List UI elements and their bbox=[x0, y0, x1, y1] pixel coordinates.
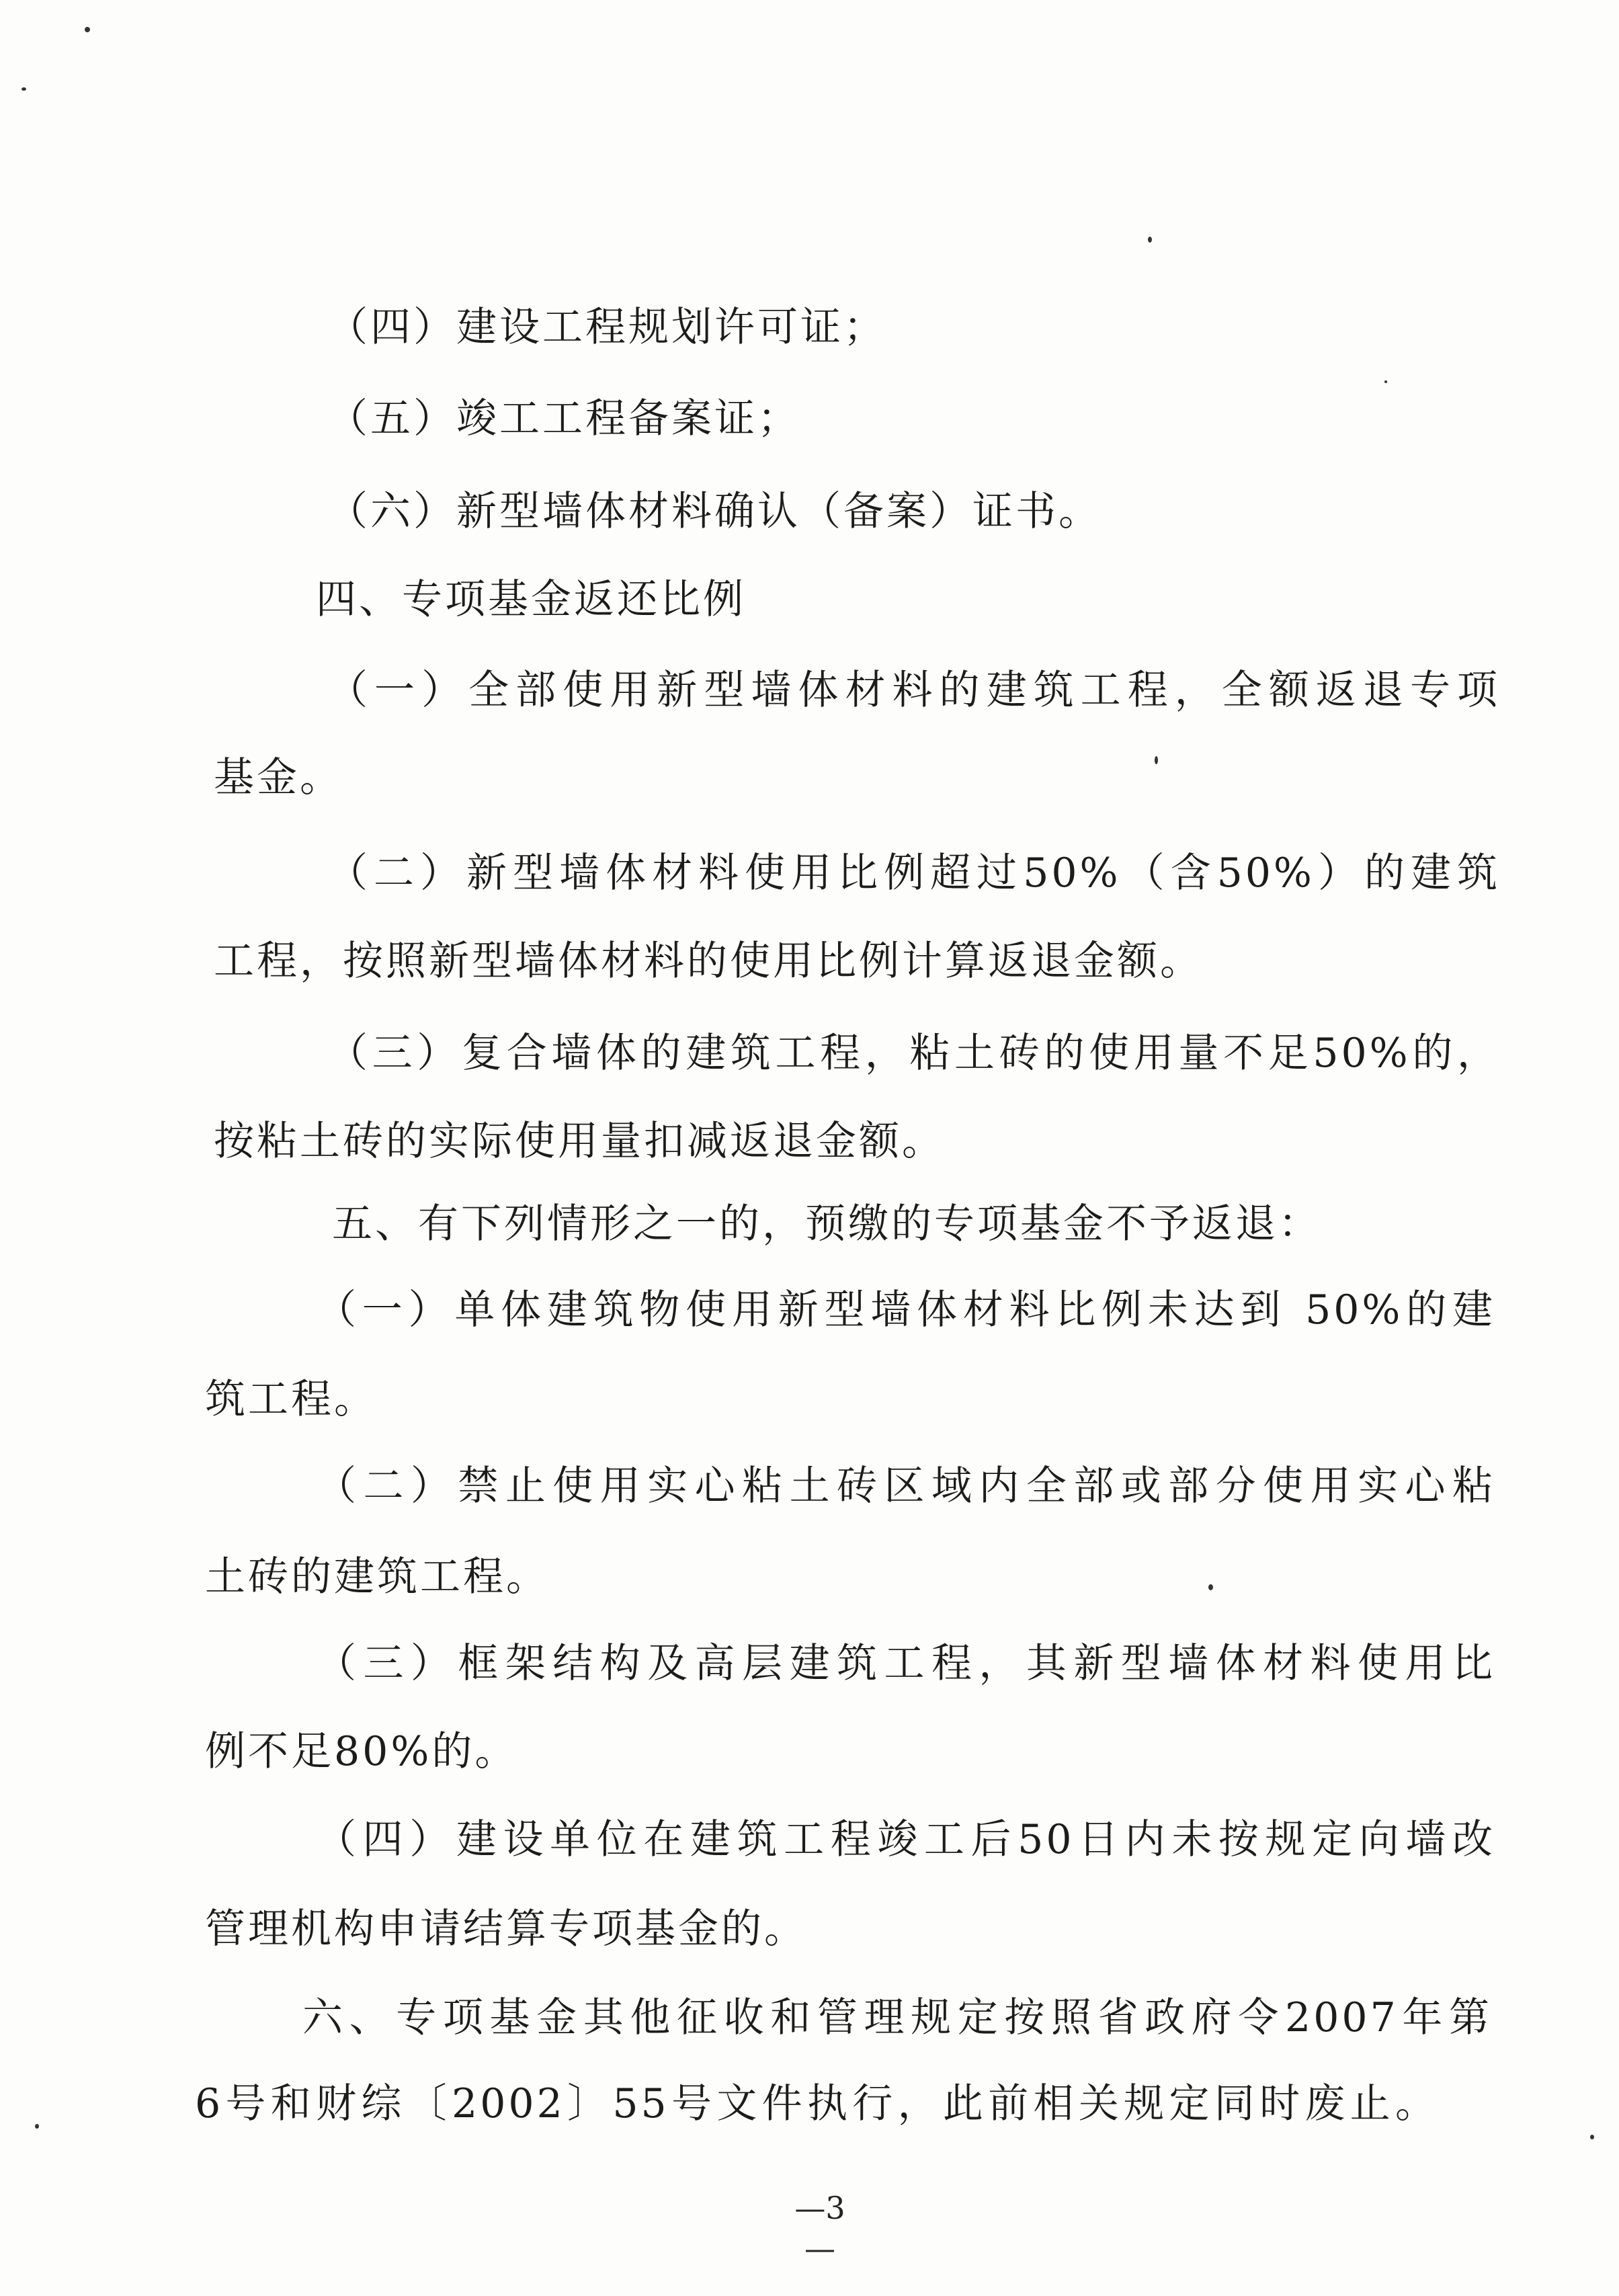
text-line-18: （四）建设单位在建筑工程竣工后50日内未按规定向墙改 bbox=[316, 1816, 1495, 1863]
text-line-5: （一）全部使用新型墙体材料的建筑工程，全额返退专项 bbox=[327, 667, 1500, 714]
text-line-14: （二）禁止使用实心粘土砖区域内全部或部分使用实心粘 bbox=[316, 1463, 1495, 1510]
scan-speck bbox=[22, 87, 26, 91]
text-line-6: 基金。 bbox=[214, 754, 343, 801]
text-line-16: （三）框架结构及高层建筑工程，其新型墙体材料使用比 bbox=[316, 1640, 1495, 1687]
scan-speck bbox=[1384, 380, 1387, 383]
text-line-13: 筑工程。 bbox=[205, 1376, 377, 1423]
text-line-17: 例不足80%的。 bbox=[205, 1728, 518, 1775]
text-line-8: 工程，按照新型墙体材料的使用比例计算返退金额。 bbox=[214, 938, 1203, 985]
scan-speck bbox=[1148, 237, 1152, 243]
scan-speck bbox=[1155, 756, 1158, 764]
scan-speck bbox=[85, 27, 90, 32]
text-line-12: （一）单体建筑物使用新型墙体材料比例未达到 50%的建 bbox=[316, 1286, 1495, 1334]
text-line-2: （五）竣工工程备案证； bbox=[327, 395, 800, 442]
section-heading-4: 四、专项基金返还比例 bbox=[316, 576, 746, 623]
text-line-10: 按粘土砖的实际使用量扣减返退金额。 bbox=[214, 1118, 945, 1165]
page-number: —3— bbox=[794, 2190, 845, 2266]
section-heading-6: 六、专项基金其他征收和管理规定按照省政府令2007年第 bbox=[302, 1994, 1492, 2041]
scan-speck bbox=[35, 2124, 39, 2129]
text-line-15: 土砖的建筑工程。 bbox=[205, 1553, 549, 1600]
scan-speck bbox=[1590, 2135, 1594, 2139]
text-line-19: 管理机构申请结算专项基金的。 bbox=[205, 1905, 807, 1953]
scan-speck bbox=[1208, 1584, 1213, 1590]
text-line-9: （三）复合墙体的建筑工程，粘土砖的使用量不足50%的， bbox=[327, 1030, 1500, 1077]
text-line-3: （六）新型墙体材料确认（备案）证书。 bbox=[327, 488, 1102, 535]
text-line-1: （四）建设工程规划许可证； bbox=[327, 304, 886, 351]
text-line-7: （二）新型墙体材料使用比例超过50%（含50%）的建筑 bbox=[327, 850, 1500, 897]
text-line-21: 6号和财综〔2002〕55号文件执行，此前相关规定同时废止。 bbox=[195, 2080, 1438, 2127]
section-heading-5: 五、有下列情形之一的，预缴的专项基金不予返退： bbox=[332, 1200, 1321, 1247]
